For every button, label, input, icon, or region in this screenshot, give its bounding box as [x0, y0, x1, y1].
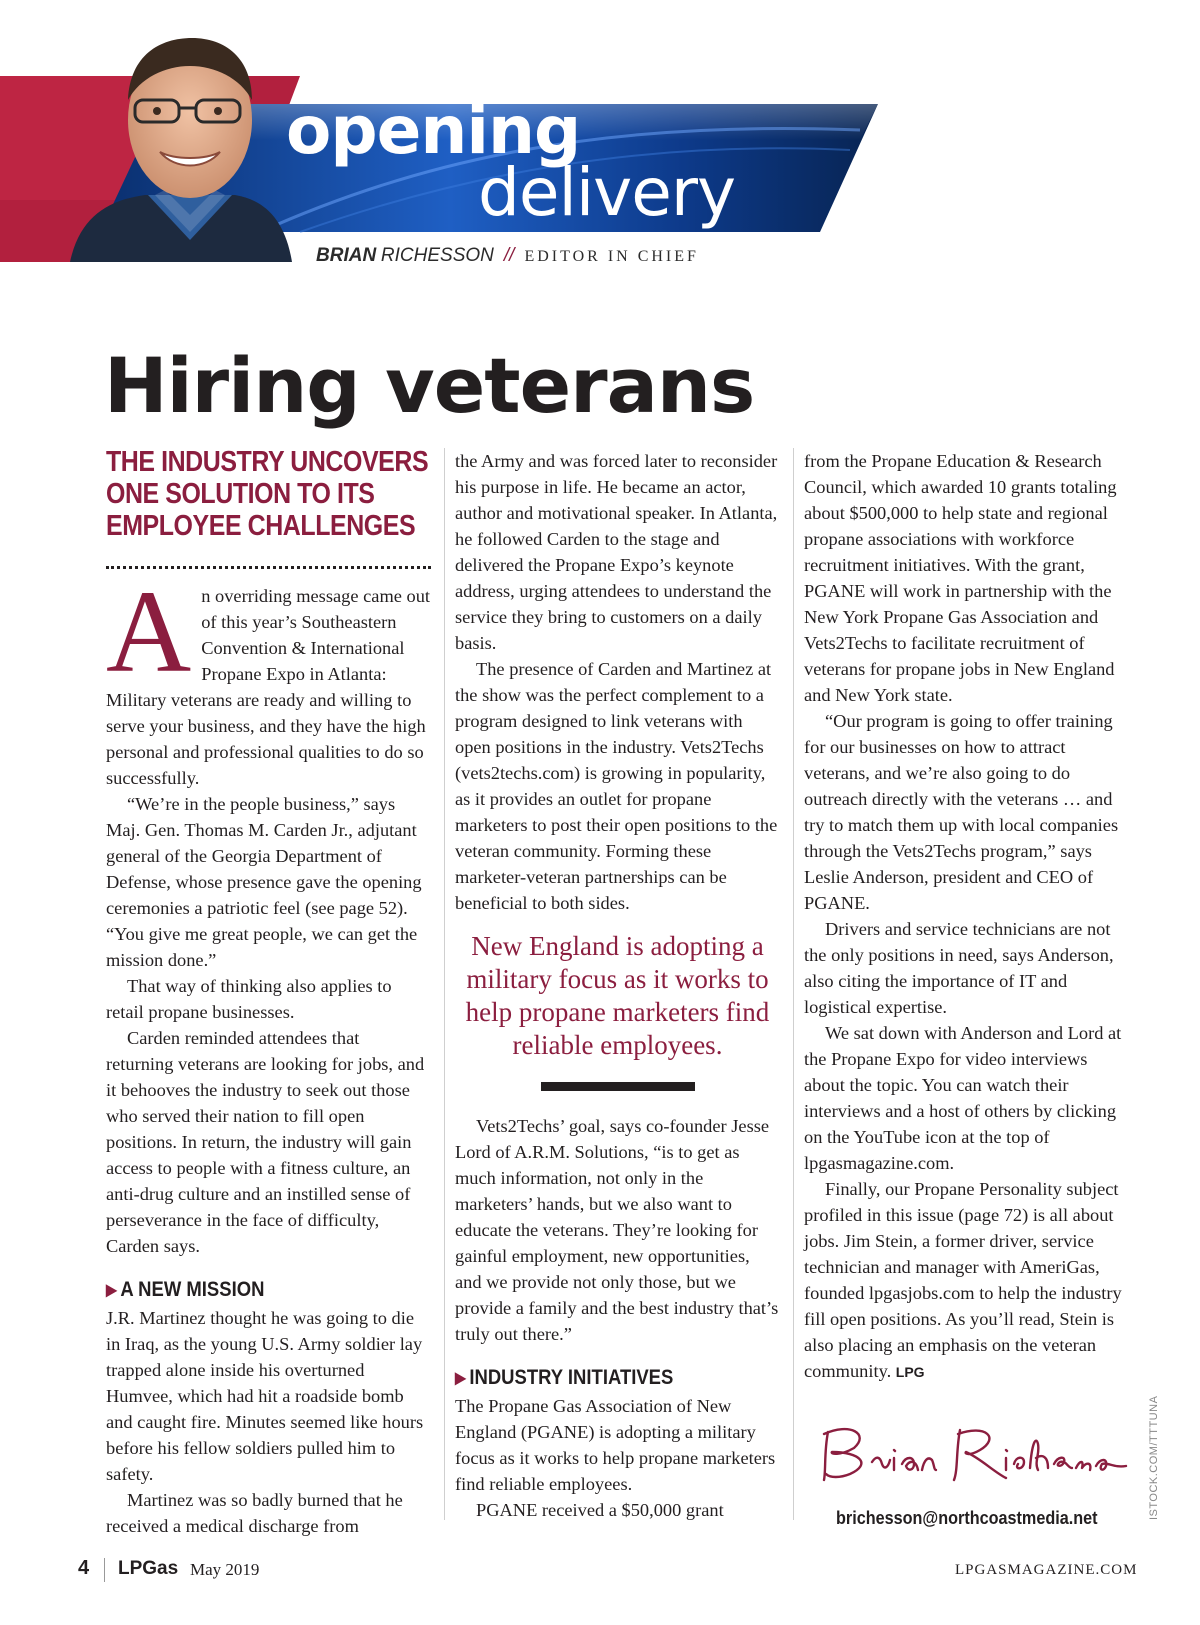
- author-last-name: RICHESSON: [380, 245, 494, 266]
- paragraph-text: Finally, our Propane Personality subject profiled in this issue (page 72) is all about jobs. Jim Stein, a former driver, service technician and manager with AmeriGas, founded lpgasjobs.com to help the industry fill open positions. As you’ll read, Stein is also placing an emphasis on the veteran community.: [804, 1179, 1122, 1381]
- paragraph-text: n overriding message came out of this year’s Southeastern Convention & International Propane Expo in Atlanta: Military veterans are ready and willing to serve your business, and they have the high personal and professional qualities to do so successfully.: [106, 586, 431, 788]
- article-headline: Hiring veterans: [104, 341, 755, 430]
- pull-quote-bar: [541, 1082, 695, 1091]
- header-banner: [0, 0, 1200, 290]
- article-paragraph: Drivers and service technicians are not the only positions in need, says Anderson, also citing the importance of IT and logistical expertise.: [804, 919, 1114, 1017]
- masthead-opening: opening: [286, 92, 581, 169]
- article-paragraph: The Propane Gas Association of New England (PGANE) is adopting a military focus as it works to help propane marketers find reliable employees.: [455, 1396, 776, 1494]
- masthead-delivery: delivery: [478, 154, 736, 231]
- triangle-bullet-icon: ▶: [455, 1370, 466, 1387]
- byline: [316, 245, 699, 267]
- column-rule: [793, 448, 794, 1520]
- article-paragraph: Carden reminded attendees that returning veterans are looking for jobs, and it behooves the industry to seek out those who served their nation to fill open positions. In return, the industry will gain access to people with a fitness culture, an anti-drug culture and an instilled sense of perseverance in the face of difficulty, Carden says.: [106, 1028, 425, 1256]
- drop-cap: A: [106, 566, 192, 697]
- article-paragraph: That way of thinking also applies to retail propane businesses.: [106, 976, 392, 1022]
- column-rule: [444, 448, 445, 1520]
- author-title: EDITOR IN CHIEF: [524, 248, 699, 265]
- article-column-3: [804, 448, 1129, 1385]
- article-paragraph: the Army and was forced later to reconsider his purpose in life. He became an actor, author and motivational speaker. In Atlanta, he followed Carden to the stage and delivered the Propane Expo’s keynote address, urging attendees to understand the service they bring to customers on a daily basis.: [455, 451, 778, 653]
- article-deck: THE INDUSTRY UNCOVERS ONE SOLUTION TO ITS EMPLOYEE CHALLENGES: [106, 446, 429, 542]
- editor-signature: [810, 1412, 1130, 1492]
- subhead-new-mission: [106, 1277, 392, 1305]
- pull-quote: New England is adopting a military focus as it works to help propane marketers find reliable employees.: [465, 931, 770, 1060]
- editor-email[interactable]: brichesson@northcoastmedia.net: [836, 1508, 1098, 1528]
- end-mark: LPG: [895, 1364, 925, 1380]
- article-paragraph: [804, 1176, 1129, 1385]
- article-paragraph: “We’re in the people business,” says Maj. Gen. Thomas M. Carden Jr., adjutant general of the Georgia Department of Defense, whose presence gave the opening ceremonies a patriotic feel (see page 52). “You give me great people, we can get the mission done.”: [106, 794, 422, 970]
- magazine-logo: LPGas: [118, 1558, 179, 1579]
- article-paragraph: from the Propane Education & Research Council, which awarded 10 grants totaling about $500,000 to help state and regional propane associations with workforce recruitment initiatives. With the grant, PGANE will work in partnership with the New York Propane Gas Association and Vets2Techs to facilitate recruitment of veterans for propane jobs in New England and New York state.: [804, 451, 1117, 705]
- subhead-text: INDUSTRY INITIATIVES: [469, 1366, 674, 1389]
- article-paragraph: Martinez was so badly burned that he received a medical discharge from: [106, 1490, 403, 1536]
- byline-separator: //: [503, 245, 515, 266]
- article-paragraph: Vets2Techs’ goal, says co-founder Jesse Lord of A.R.M. Solutions, “is to get as much information, not only in the marketers’ hands, but we also want to educate the veterans. They’re looking for gainful employment, new opportunities, and we provide not only those, but we provide a family and the best industry that’s truly out there.”: [455, 1116, 779, 1344]
- article-paragraph: The presence of Carden and Martinez at the show was the perfect complement to a program designed to link veterans with open positions in the industry. Vets2Techs (vets2techs.com) is growing in popularity, as it provides an outlet for propane marketers to post their open positions to the veteran community. Forming these marketer-veteran partnerships can be beneficial to both sides.: [455, 659, 778, 913]
- photo-credit: ISTOCK.COM/TTTUNA: [1148, 1395, 1160, 1520]
- article-paragraph: “Our program is going to offer training for our businesses on how to attract veterans, and we’re also going to do outreach directly with the veterans … and try to match them up with local companies through the Vets2Techs program,” says Leslie Anderson, president and CEO of PGANE.: [804, 711, 1119, 913]
- issue-date: May 2019: [190, 1560, 260, 1579]
- page-number: 4: [78, 1557, 90, 1579]
- article-paragraph: We sat down with Anderson and Lord at the Propane Expo for video interviews about the topic. You can watch their interviews and a host of others by clicking on the YouTube icon at the top of lpgasmagazine.com.: [804, 1023, 1122, 1173]
- article-paragraph: PGANE received a $50,000 grant: [476, 1500, 724, 1520]
- footer-divider: [104, 1558, 105, 1582]
- author-first-name: BRIAN: [316, 245, 377, 266]
- subhead-industry-initiatives: [455, 1365, 741, 1393]
- article-paragraph: [106, 566, 431, 791]
- article-paragraph: J.R. Martinez thought he was going to die in Iraq, as the young U.S. Army soldier lay trapped alone inside his overturned Humvee, which had hit a roadside bomb and caught fire. Minutes seemed like hours before his fellow soldiers pulled him to safety.: [106, 1308, 424, 1484]
- article-column-1: [106, 448, 431, 1539]
- triangle-bullet-icon: ▶: [106, 1282, 117, 1299]
- subhead-text: A NEW MISSION: [120, 1278, 265, 1301]
- website-link[interactable]: LPGASMAGAZINE.COM: [955, 1562, 1138, 1578]
- article-column-2: [455, 448, 780, 1523]
